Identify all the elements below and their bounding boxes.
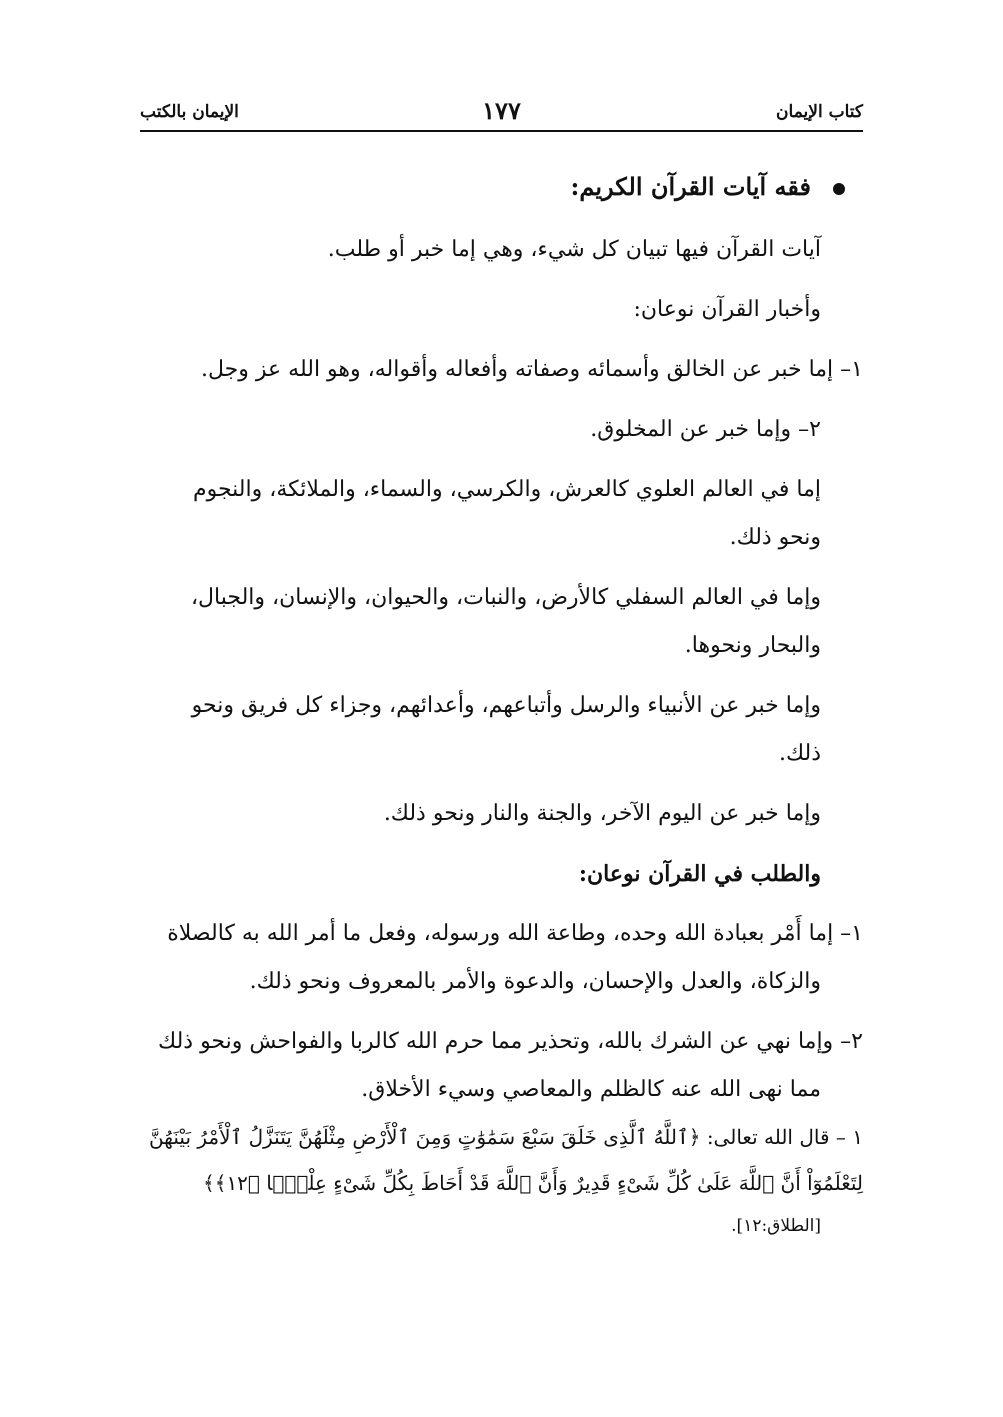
page-body [140,160,863,1246]
paragraph-line: ذلك. [778,741,821,766]
list-item: ٢– وإما خبر عن المخلوق. [590,417,821,442]
section-heading [140,160,863,214]
subheading: والطلب في القرآن نوعان: [578,861,821,887]
paragraph-line: وإما خبر عن اليوم الآخر، والجنة والنار ونحو ذلك. [383,801,821,826]
page-header [140,96,863,132]
bullet-icon [833,183,845,195]
header-rule [140,130,863,132]
paragraph-line: آيات القرآن فيها تبيان كل شيء، وهي إما خبر أو طلب. [327,237,821,262]
list-item: ١– إما أَمْر بعبادة الله وحده، وطاعة الله ورسوله، وفعل ما أمر الله به كالصلاة [167,921,863,946]
section-heading-text: فقه آيات القرآن الكريم: [570,172,811,201]
quran-verse-line: ١ – قال الله تعالى: ﴿ٱللَّهُ ٱلَّذِى خَلَقَ سَبْعَ سَمَٰوَٰتٍ وَمِنَ ٱلْأَرْضِ مِثْلَهُنَّ يَتَنَزَّلُ ٱلْأَمْرُ بَيْنَهُنَّ [148,1125,863,1149]
book-title: كتاب الإيمان [776,102,863,122]
paragraph-line: وأخبار القرآن نوعان: [633,297,821,322]
paragraph-line: والبحار ونحوها. [684,633,821,658]
list-item-continuation: والزكاة، والعدل والإحسان، والدعوة والأمر بالمعروف ونحو ذلك. [249,969,821,994]
paragraph-line: وإما خبر عن الأنبياء والرسل وأتباعهم، وأعدائهم، وجزاء كل فريق ونحو [191,693,821,718]
chapter-title: الإيمان بالكتب [140,102,239,122]
list-item-continuation: مما نهى الله عنه كالظلم والمعاصي وسيء الأخلاق. [361,1077,821,1102]
paragraph-line: وإما في العالم السفلي كالأرض، والنبات، والحيوان، والإنسان، والجبال، [190,585,821,610]
verse-citation: [الطلاق:١٢]. [731,1216,821,1236]
list-item: ٢– وإما نهي عن الشرك بالله، وتحذير مما حرم الله كالربا والفواحش ونحو ذلك [158,1029,863,1054]
paragraph-line: ونحو ذلك. [729,525,821,550]
list-item: ١– إما خبر عن الخالق وأسمائه وصفاته وأفعاله وأقواله، وهو الله عز وجل. [201,357,863,382]
quran-verse-line: لِتَعْلَمُوٓاْ أَنَّ ٱللَّهَ عَلَىٰ كُلِّ شَىْءٍ قَدِيرٌ وَأَنَّ ٱللَّهَ قَدْ أَحَاطَ بِكُلِّ شَىْءٍ عِلْمًۢا ﴿١٢﴾﴾ [203,1171,863,1195]
page-number: ١٧٧ [482,96,521,125]
paragraph-line: إما في العالم العلوي كالعرش، والكرسي، والسماء، والملائكة، والنجوم [192,477,821,502]
